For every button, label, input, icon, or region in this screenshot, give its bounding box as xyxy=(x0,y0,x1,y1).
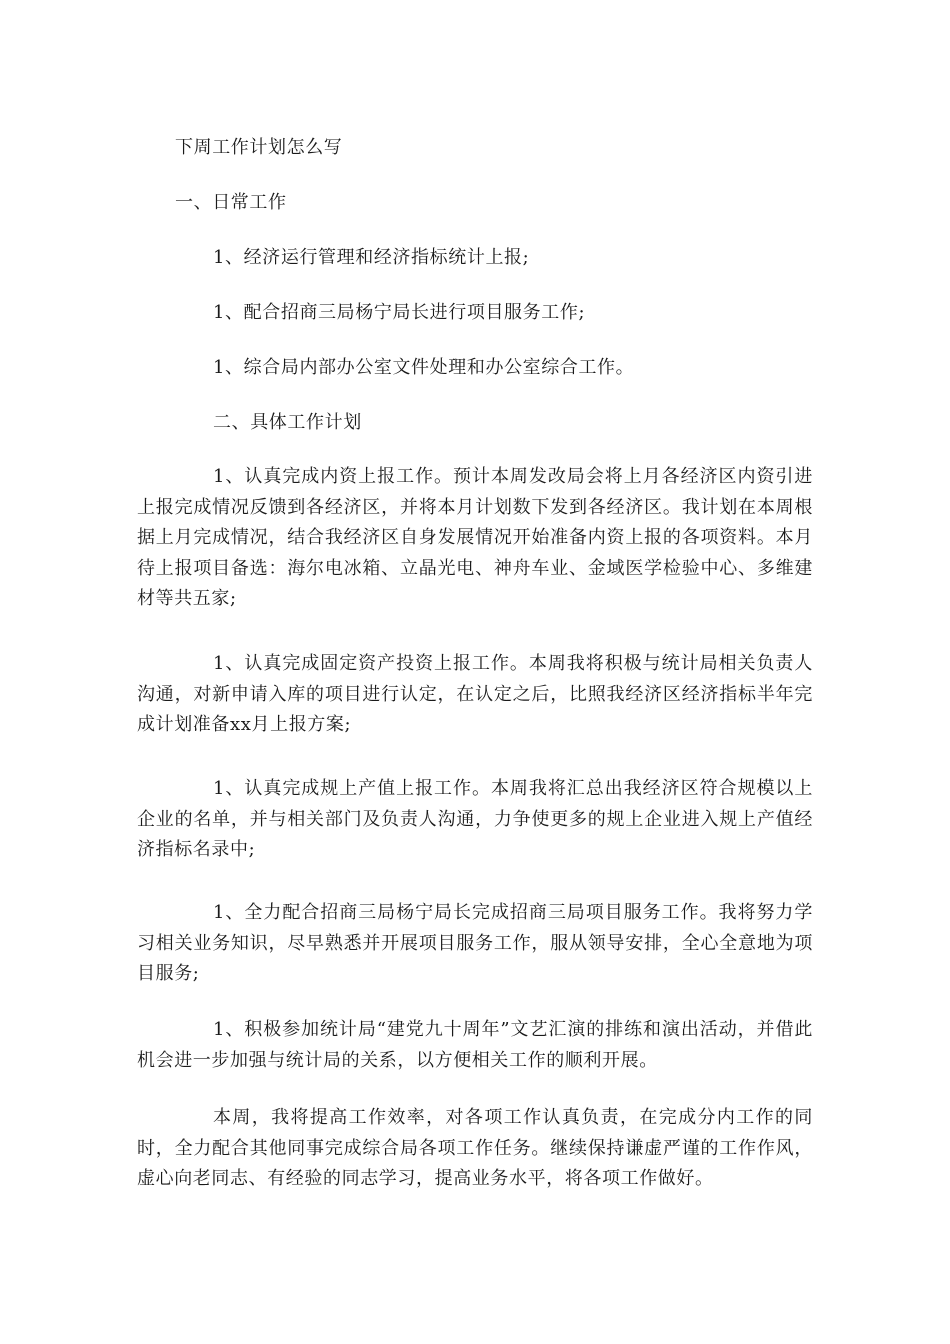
document-title: 下周工作计划怎么写 xyxy=(175,137,343,158)
plan-paragraph-output-value: 1、认真完成规上产值上报工作。本周我将汇总出我经济区符合规模以上企业的名单，并与相关部门及负责人沟通，力争使更多的规上企业进入规上产值经济指标名录中; xyxy=(137,778,813,860)
daily-work-item: 1、配合招商三局杨宁局长进行项目服务工作; xyxy=(213,302,586,323)
plan-paragraph-domestic-capital: 1、认真完成内资上报工作。预计本周发改局会将上月各经济区内资引进上报完成情况反馈到各经济区，并将本月计划数下发到各经济区。我计划在本周根据上月完成情况，结合我经济区自身发展情况开始准备内资上报的各项资料。本月待上报项目备选：海尔电冰箱、立晶光电、神舟车业、金域医学检验中心、多维建材等共五家; xyxy=(137,466,813,609)
daily-work-item: 1、经济运行管理和经济指标统计上报; xyxy=(213,247,530,268)
section-heading-specific-plan: 二、具体工作计划 xyxy=(213,412,362,433)
section-heading-daily-work: 一、日常工作 xyxy=(175,192,287,213)
daily-work-item: 1、综合局内部办公室文件处理和办公室综合工作。 xyxy=(213,357,635,378)
plan-paragraph-fixed-assets: 1、认真完成固定资产投资上报工作。本周我将积极与统计局相关负责人沟通，对新申请入库的项目进行认定，在认定之后，比照我经济区经济指标半年完成计划准备xx月上报方案; xyxy=(137,653,813,735)
plan-paragraph-art-performance: 1、积极参加统计局“建党九十周年”文艺汇演的排练和演出活动，并借此机会进一步加强与统计局的关系，以方便相关工作的顺利开展。 xyxy=(137,1019,813,1071)
plan-paragraph-project-service: 1、全力配合招商三局杨宁局长完成招商三局项目服务工作。我将努力学习相关业务知识，尽早熟悉并开展项目服务工作，服从领导安排，全心全意地为项目服务; xyxy=(137,902,813,984)
closing-paragraph: 本周，我将提高工作效率，对各项工作认真负责，在完成分内工作的同时，全力配合其他同事完成综合局各项工作任务。继续保持谦虚严谨的工作作风，虚心向老同志、有经验的同志学习，提高业务水平，将各项工作做好。 xyxy=(137,1107,813,1189)
